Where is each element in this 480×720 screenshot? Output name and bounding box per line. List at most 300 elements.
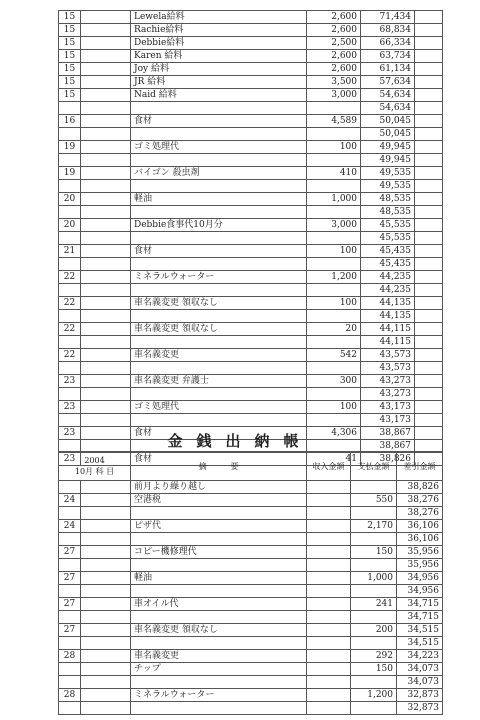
balance-cell: 54,634 <box>361 102 415 115</box>
payment-cell: 1,000 <box>351 572 397 585</box>
account-cell <box>81 37 131 50</box>
day-cell: 22 <box>59 271 81 284</box>
description-cell <box>131 102 307 115</box>
table-row <box>59 323 443 336</box>
day-cell: 28 <box>59 650 81 663</box>
account-cell <box>81 559 131 572</box>
account-cell <box>81 637 131 650</box>
note-cell <box>415 128 443 141</box>
amount-cell: 20 <box>307 323 361 336</box>
amount-cell: 300 <box>307 375 361 388</box>
balance-cell: 49,535 <box>361 167 415 180</box>
balance-cell: 38,867 <box>361 440 415 453</box>
balance-cell: 44,135 <box>361 297 415 310</box>
account-cell <box>81 375 131 388</box>
balance-cell: 71,434 <box>361 11 415 24</box>
amount-cell <box>307 310 361 323</box>
header-summary: 摘 要 <box>131 452 307 481</box>
account-cell <box>81 572 131 585</box>
account-cell <box>81 167 131 180</box>
description-cell: 食材 <box>131 453 307 466</box>
table-row <box>59 76 443 89</box>
account-cell <box>81 585 131 598</box>
balance-cell: 34,515 <box>397 637 443 650</box>
table-row <box>59 676 443 689</box>
income-cell <box>307 494 351 507</box>
description-cell: Rachie給料 <box>131 24 307 37</box>
balance-cell: 48,535 <box>361 206 415 219</box>
day-cell <box>59 232 81 245</box>
amount-cell: 100 <box>307 401 361 414</box>
payment-cell: 292 <box>351 650 397 663</box>
balance-cell: 44,235 <box>361 284 415 297</box>
account-cell <box>81 245 131 258</box>
description-cell: コピー機修理代 <box>131 546 307 559</box>
balance-cell: 43,273 <box>361 388 415 401</box>
day-cell <box>59 676 81 689</box>
balance-cell: 44,235 <box>361 271 415 284</box>
table-row <box>59 63 443 76</box>
balance-cell: 38,867 <box>361 427 415 440</box>
balance-cell: 68,834 <box>361 24 415 37</box>
balance-cell: 38,826 <box>361 453 415 466</box>
note-cell <box>415 362 443 375</box>
header-date-account <box>59 452 131 481</box>
day-cell: 15 <box>59 24 81 37</box>
day-cell <box>59 336 81 349</box>
table-row <box>59 533 443 546</box>
table-row <box>59 572 443 585</box>
day-cell: 28 <box>59 689 81 702</box>
note-cell <box>415 258 443 271</box>
header-month: 10月 <box>74 467 94 476</box>
table-row <box>59 245 443 258</box>
account-cell <box>81 50 131 63</box>
account-cell <box>81 611 131 624</box>
account-cell <box>81 154 131 167</box>
day-cell <box>59 102 81 115</box>
note-cell <box>415 50 443 63</box>
description-cell: 車名義変更 領収なし <box>131 323 307 336</box>
account-cell <box>81 193 131 206</box>
table-row <box>59 494 443 507</box>
account-cell <box>81 650 131 663</box>
payment-cell: 200 <box>351 624 397 637</box>
description-cell: Debbie給料 <box>131 37 307 50</box>
description-cell: 空港税 <box>131 494 307 507</box>
day-cell <box>59 637 81 650</box>
table-row <box>59 362 443 375</box>
description-cell: 車名義変更 <box>131 650 307 663</box>
account-cell <box>81 310 131 323</box>
note-cell <box>415 336 443 349</box>
payment-cell <box>351 507 397 520</box>
amount-cell <box>307 154 361 167</box>
table-row <box>59 50 443 63</box>
table-row <box>59 284 443 297</box>
account-cell <box>81 362 131 375</box>
account-cell <box>81 323 131 336</box>
table-row <box>59 637 443 650</box>
day-cell <box>59 585 81 598</box>
note-cell <box>415 154 443 167</box>
table-row <box>59 559 443 572</box>
balance-cell: 45,535 <box>361 219 415 232</box>
income-cell <box>307 689 351 702</box>
amount-cell: 2,600 <box>307 11 361 24</box>
balance-cell: 34,073 <box>397 676 443 689</box>
table-row <box>59 167 443 180</box>
note-cell <box>415 115 443 128</box>
description-cell: 車名義変更 弁護士 <box>131 375 307 388</box>
income-cell <box>307 585 351 598</box>
account-cell <box>81 689 131 702</box>
balance-cell: 34,956 <box>397 572 443 585</box>
table-row <box>59 598 443 611</box>
description-cell: Debbie食事代10月分 <box>131 219 307 232</box>
description-cell <box>131 336 307 349</box>
description-cell <box>131 180 307 193</box>
day-cell <box>59 414 81 427</box>
day-cell <box>59 481 81 494</box>
amount-cell <box>307 414 361 427</box>
ledger-table-top <box>58 10 443 466</box>
note-cell <box>415 297 443 310</box>
account-cell <box>81 271 131 284</box>
day-cell: 23 <box>59 427 81 440</box>
balance-cell: 35,956 <box>397 546 443 559</box>
account-cell <box>81 520 131 533</box>
amount-cell: 3,500 <box>307 76 361 89</box>
header-year: 2004 <box>84 456 105 465</box>
note-cell <box>415 271 443 284</box>
balance-cell: 43,573 <box>361 362 415 375</box>
description-cell <box>131 585 307 598</box>
table-row <box>59 702 443 715</box>
day-cell: 27 <box>59 624 81 637</box>
note-cell <box>415 89 443 102</box>
day-cell <box>59 180 81 193</box>
table-row <box>59 219 443 232</box>
description-cell: 軽油 <box>131 193 307 206</box>
table-row <box>59 689 443 702</box>
amount-cell: 100 <box>307 245 361 258</box>
amount-cell <box>307 258 361 271</box>
balance-cell: 49,945 <box>361 141 415 154</box>
header-income: 収入金額 <box>307 452 351 481</box>
balance-cell: 38,276 <box>397 507 443 520</box>
ledger-title: 金銭出納帳 <box>167 432 313 450</box>
note-cell <box>415 193 443 206</box>
amount-cell <box>307 362 361 375</box>
income-cell <box>307 611 351 624</box>
payment-cell <box>351 702 397 715</box>
payment-cell: 550 <box>351 494 397 507</box>
income-cell <box>307 702 351 715</box>
account-cell <box>81 663 131 676</box>
income-cell <box>307 598 351 611</box>
day-cell: 15 <box>59 63 81 76</box>
amount-cell: 3,000 <box>307 89 361 102</box>
table-row <box>59 310 443 323</box>
note-cell <box>415 232 443 245</box>
balance-cell: 43,173 <box>361 414 415 427</box>
account-cell <box>81 63 131 76</box>
description-cell <box>131 611 307 624</box>
balance-cell: 44,135 <box>361 310 415 323</box>
day-cell: 22 <box>59 349 81 362</box>
balance-cell: 61,134 <box>361 63 415 76</box>
balance-cell: 45,435 <box>361 258 415 271</box>
description-cell <box>131 284 307 297</box>
day-cell: 23 <box>59 375 81 388</box>
description-cell <box>131 388 307 401</box>
table-row <box>59 258 443 271</box>
note-cell <box>415 349 443 362</box>
table-row <box>59 180 443 193</box>
amount-cell: 2,600 <box>307 63 361 76</box>
balance-cell: 34,515 <box>397 624 443 637</box>
balance-cell: 50,045 <box>361 115 415 128</box>
account-cell <box>81 414 131 427</box>
day-cell: 15 <box>59 50 81 63</box>
description-cell <box>131 559 307 572</box>
balance-cell: 32,873 <box>397 702 443 715</box>
description-cell: ゴミ処理代 <box>131 141 307 154</box>
day-cell: 27 <box>59 546 81 559</box>
note-cell <box>415 375 443 388</box>
day-cell: 19 <box>59 141 81 154</box>
income-cell <box>307 533 351 546</box>
description-cell: 軽油 <box>131 572 307 585</box>
day-cell: 21 <box>59 245 81 258</box>
account-cell <box>81 219 131 232</box>
balance-cell: 63,734 <box>361 50 415 63</box>
note-cell <box>415 11 443 24</box>
table-row <box>59 585 443 598</box>
account-cell <box>81 676 131 689</box>
amount-cell: 4,589 <box>307 115 361 128</box>
amount-cell <box>307 388 361 401</box>
description-cell: Lewela給料 <box>131 11 307 24</box>
header-account: 科 目 <box>95 467 115 476</box>
balance-cell: 43,573 <box>361 349 415 362</box>
description-cell <box>131 232 307 245</box>
income-cell <box>307 663 351 676</box>
table-row <box>59 154 443 167</box>
table-row <box>59 481 443 494</box>
note-cell <box>415 206 443 219</box>
table-row <box>59 271 443 284</box>
day-cell: 23 <box>59 401 81 414</box>
account-cell <box>81 702 131 715</box>
table-row <box>59 206 443 219</box>
table-row <box>59 388 443 401</box>
day-cell <box>59 507 81 520</box>
table-row <box>59 401 443 414</box>
balance-cell: 43,273 <box>361 375 415 388</box>
balance-cell: 34,223 <box>397 650 443 663</box>
day-cell <box>59 284 81 297</box>
balance-cell: 66,334 <box>361 37 415 50</box>
day-cell <box>59 663 81 676</box>
description-cell <box>131 637 307 650</box>
day-cell <box>59 388 81 401</box>
account-cell <box>81 206 131 219</box>
table-row <box>59 611 443 624</box>
table-row <box>59 349 443 362</box>
table-row <box>59 102 443 115</box>
description-cell: ミネラルウォーター <box>131 271 307 284</box>
account-cell <box>81 494 131 507</box>
description-cell: 食材 <box>131 427 307 440</box>
account-cell <box>81 89 131 102</box>
amount-cell <box>307 180 361 193</box>
day-cell: 27 <box>59 598 81 611</box>
day-cell: 22 <box>59 323 81 336</box>
amount-cell: 2,500 <box>307 37 361 50</box>
table-row <box>59 128 443 141</box>
day-cell: 16 <box>59 115 81 128</box>
description-cell: JR 給料 <box>131 76 307 89</box>
account-cell <box>81 102 131 115</box>
income-cell <box>307 481 351 494</box>
description-cell <box>131 533 307 546</box>
day-cell: 19 <box>59 167 81 180</box>
payment-cell <box>351 637 397 650</box>
payment-cell: 150 <box>351 663 397 676</box>
account-cell <box>81 141 131 154</box>
note-cell <box>415 167 443 180</box>
account-cell <box>81 546 131 559</box>
amount-cell: 2,600 <box>307 50 361 63</box>
note-cell <box>415 102 443 115</box>
balance-cell: 35,956 <box>397 559 443 572</box>
account-cell <box>81 24 131 37</box>
account-cell <box>81 180 131 193</box>
account-cell <box>81 297 131 310</box>
payment-cell: 241 <box>351 598 397 611</box>
income-cell <box>307 520 351 533</box>
amount-cell: 542 <box>307 349 361 362</box>
account-cell <box>81 336 131 349</box>
note-cell <box>415 37 443 50</box>
description-cell: 食材 <box>131 115 307 128</box>
table-row <box>59 24 443 37</box>
balance-cell: 49,945 <box>361 154 415 167</box>
description-cell <box>131 206 307 219</box>
account-cell <box>81 624 131 637</box>
amount-cell: 3,000 <box>307 219 361 232</box>
day-cell: 15 <box>59 37 81 50</box>
amount-cell: 41 <box>307 453 361 466</box>
income-cell <box>307 676 351 689</box>
description-cell <box>131 128 307 141</box>
amount-cell: 1,000 <box>307 193 361 206</box>
payment-cell <box>351 559 397 572</box>
payment-cell <box>351 611 397 624</box>
amount-cell <box>307 102 361 115</box>
day-cell <box>59 533 81 546</box>
balance-cell: 48,535 <box>361 193 415 206</box>
balance-cell: 34,715 <box>397 598 443 611</box>
income-cell <box>307 572 351 585</box>
day-cell <box>59 559 81 572</box>
table-row <box>59 520 443 533</box>
income-cell <box>307 507 351 520</box>
payment-cell <box>351 481 397 494</box>
description-cell: 車オイル代 <box>131 598 307 611</box>
day-cell: 20 <box>59 219 81 232</box>
account-cell <box>81 258 131 271</box>
note-cell <box>415 76 443 89</box>
amount-cell <box>307 128 361 141</box>
description-cell: Naid 給料 <box>131 89 307 102</box>
income-cell <box>307 559 351 572</box>
note-cell <box>415 388 443 401</box>
account-cell <box>81 284 131 297</box>
payment-cell <box>351 585 397 598</box>
account-cell <box>81 11 131 24</box>
account-cell <box>81 349 131 362</box>
description-cell <box>131 414 307 427</box>
description-cell: 車名義変更 <box>131 349 307 362</box>
note-cell <box>415 24 443 37</box>
table-row <box>59 115 443 128</box>
amount-cell: 4,306 <box>307 427 361 440</box>
description-cell: ゴミ処理代 <box>131 401 307 414</box>
amount-cell <box>307 284 361 297</box>
table-row <box>59 650 443 663</box>
account-cell <box>81 507 131 520</box>
day-cell: 20 <box>59 193 81 206</box>
balance-cell: 34,956 <box>397 585 443 598</box>
header-payment: 支払金額 <box>351 452 397 481</box>
payment-cell: 2,170 <box>351 520 397 533</box>
balance-cell: 45,435 <box>361 245 415 258</box>
account-cell <box>81 232 131 245</box>
balance-cell: 36,106 <box>397 533 443 546</box>
balance-cell: 44,115 <box>361 323 415 336</box>
description-cell: Joy 給料 <box>131 63 307 76</box>
description-cell: ピザ代 <box>131 520 307 533</box>
note-cell <box>415 310 443 323</box>
balance-cell: 43,173 <box>361 401 415 414</box>
description-cell: チップ <box>131 663 307 676</box>
note-cell <box>415 245 443 258</box>
day-cell: 24 <box>59 494 81 507</box>
balance-cell: 38,276 <box>397 494 443 507</box>
description-cell <box>131 676 307 689</box>
description-cell: 車名義変更 領収なし <box>131 624 307 637</box>
description-cell <box>131 258 307 271</box>
day-cell: 24 <box>59 520 81 533</box>
day-cell <box>59 206 81 219</box>
table-row <box>59 663 443 676</box>
income-cell <box>307 650 351 663</box>
day-cell: 15 <box>59 11 81 24</box>
account-cell <box>81 533 131 546</box>
description-cell <box>131 362 307 375</box>
table-row <box>59 336 443 349</box>
note-cell <box>415 63 443 76</box>
header-balance: 差引金額 <box>397 452 443 481</box>
balance-cell: 57,634 <box>361 76 415 89</box>
table-row <box>59 37 443 50</box>
note-cell <box>415 323 443 336</box>
account-cell <box>81 115 131 128</box>
amount-cell <box>307 232 361 245</box>
